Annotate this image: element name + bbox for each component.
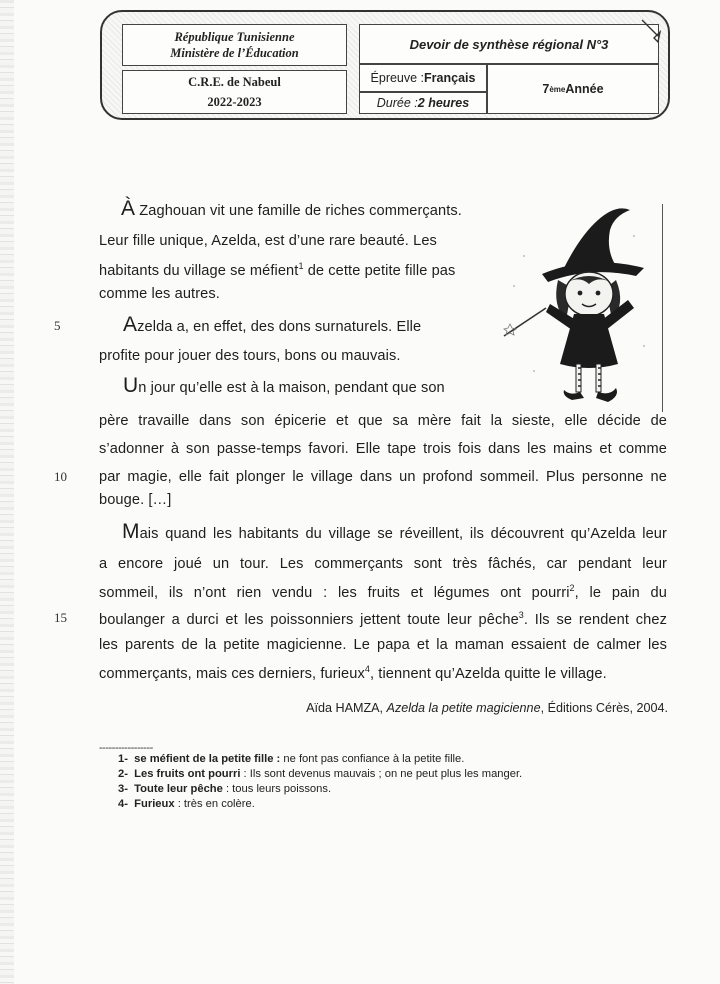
text-line-12 — [122, 520, 667, 544]
line-number-10: 10 — [54, 469, 67, 484]
footnote-1 — [118, 753, 464, 765]
line-number-5: 5 — [54, 318, 61, 333]
footnote-term: Toute leur pêche — [134, 783, 223, 795]
line-text: par magie, elle fait plonger le village dans un profond sommeil. Plus personne ne — [99, 469, 667, 485]
text-line-13 — [99, 556, 667, 572]
exam-title: Devoir de synthèse régional N°3 — [409, 36, 609, 52]
text-line-16 — [99, 637, 667, 653]
line-text: les parents de la petite magicienne. Le papa et la maman essaient de calmer les — [99, 637, 667, 653]
subject-label: Épreuve : — [370, 71, 425, 85]
line-text: . Ils se rendent chez — [523, 611, 667, 628]
text-line-5 — [123, 313, 421, 337]
footnote-ref: 4 — [364, 664, 370, 674]
footnote-ref: 3 — [518, 610, 524, 620]
author: Aïda HAMZA, — [306, 701, 387, 715]
footnote-def: : très en colère. — [174, 798, 255, 810]
footnote-term: Furieux — [134, 798, 175, 810]
line-text: commerçants, mais ces derniers, furieux — [99, 665, 365, 682]
subject-value: Français — [424, 71, 476, 85]
drop-cap: U — [123, 374, 139, 397]
scan-edge — [0, 0, 14, 984]
footnote-term: se méfient de la petite fille : — [134, 753, 281, 765]
footnote-num: 2- — [118, 768, 128, 780]
grade-cell — [487, 64, 659, 114]
footnote-num: 4- — [118, 798, 128, 810]
school-year: 2022-2023 — [207, 95, 262, 109]
duration-label: Durée : — [376, 96, 418, 110]
line-text: , le pain du — [574, 584, 667, 601]
line-text: comme les autres. — [99, 286, 220, 302]
corner-mark-icon — [640, 18, 662, 44]
footnote-num: 3- — [118, 783, 128, 795]
grade-word: Année — [565, 82, 604, 96]
footnote-separator: ----------------- — [99, 742, 153, 754]
line-text: s’adonner à son passe-temps favori. Elle tape trois fois dans les mains et comme — [99, 441, 667, 457]
footnote-2 — [118, 768, 522, 780]
text-line-1 — [121, 197, 462, 221]
line-number-15: 15 — [54, 610, 67, 625]
line-text: a encore joué un tour. Les commerçants sont très fâchés, car pendant leur — [99, 556, 667, 572]
publisher: , Éditions Cérès, 2004. — [540, 701, 668, 715]
grade-num: 7 — [542, 82, 550, 96]
text-line-11 — [99, 492, 171, 508]
text-line-7 — [123, 374, 445, 398]
source-attribution — [306, 701, 668, 715]
exam-header — [100, 10, 670, 120]
line-text: n jour qu’elle est à la maison, pendant que son — [138, 380, 445, 396]
text-line-3 — [99, 261, 455, 279]
footnote-def: : tous leurs poissons. — [222, 783, 332, 795]
witch-illustration — [494, 196, 664, 411]
book-title: Azelda la petite magicienne — [386, 701, 541, 715]
exam-title-cell — [359, 24, 659, 64]
drop-cap: A — [123, 313, 138, 336]
text-line-6 — [99, 348, 401, 364]
text-line-2 — [99, 233, 437, 249]
text-line-4 — [99, 286, 220, 302]
text-line-15 — [99, 610, 667, 628]
drop-cap: M — [122, 520, 140, 543]
line-text: père travaille dans son épicerie et que sa mère fait la sieste, elle décide de — [99, 413, 667, 429]
footnote-def: : Ils sont devenus mauvais ; on ne peut plus les manger. — [240, 768, 523, 780]
illustration-rule — [662, 204, 663, 412]
text-line-10 — [99, 469, 667, 485]
line-text: zelda a, en effet, des dons surnaturels. Elle — [137, 319, 422, 335]
republic-label: République Tunisienne — [174, 30, 295, 44]
ministry-label: Ministère de l’Éducation — [170, 46, 299, 60]
line-text: boulanger a durci et les poissonniers jettent toute leur pêche — [99, 611, 519, 628]
footnote-term: Les fruits ont pourri — [134, 768, 241, 780]
line-text: sommeil, ils n’ont rien vendu : les fruits et légumes ont pourri — [99, 584, 570, 601]
line-text: Leur fille unique, Azelda, est d’une rare beauté. Les — [99, 233, 437, 249]
footnote-4 — [118, 798, 255, 810]
line-text: habitants du village se méfient — [99, 262, 299, 279]
line-text: ais quand les habitants du village se réveillent, ils découvrent qu’Azelda leur — [139, 526, 667, 542]
line-text: bouge. […] — [99, 492, 172, 508]
grade-sup: ème — [549, 84, 566, 94]
text-line-14 — [99, 583, 667, 601]
drop-cap: À — [121, 197, 136, 220]
footnote-ref: 1 — [298, 261, 304, 271]
footnote-ref: 2 — [569, 583, 575, 593]
line-text: de cette petite fille pas — [303, 262, 456, 279]
cre-label: C.R.E. de Nabeul — [188, 75, 281, 89]
region-cell — [122, 70, 347, 114]
footnote-num: 1- — [118, 753, 128, 765]
line-text: , tiennent qu’Azelda quitte le village. — [369, 665, 607, 682]
text-line-9 — [99, 441, 667, 457]
institution-cell — [122, 24, 347, 66]
subject-cell — [359, 64, 487, 92]
footnote-3 — [118, 783, 331, 795]
duration-cell — [359, 92, 487, 114]
footnote-def: ne font pas confiance à la petite fille. — [280, 753, 465, 765]
duration-value: 2 heures — [417, 96, 470, 110]
text-line-8 — [99, 413, 667, 429]
line-text: Zaghouan vit une famille de riches commerçants. — [135, 203, 462, 219]
text-line-17 — [99, 664, 607, 682]
line-text: profite pour jouer des tours, bons ou mauvais. — [99, 348, 401, 364]
